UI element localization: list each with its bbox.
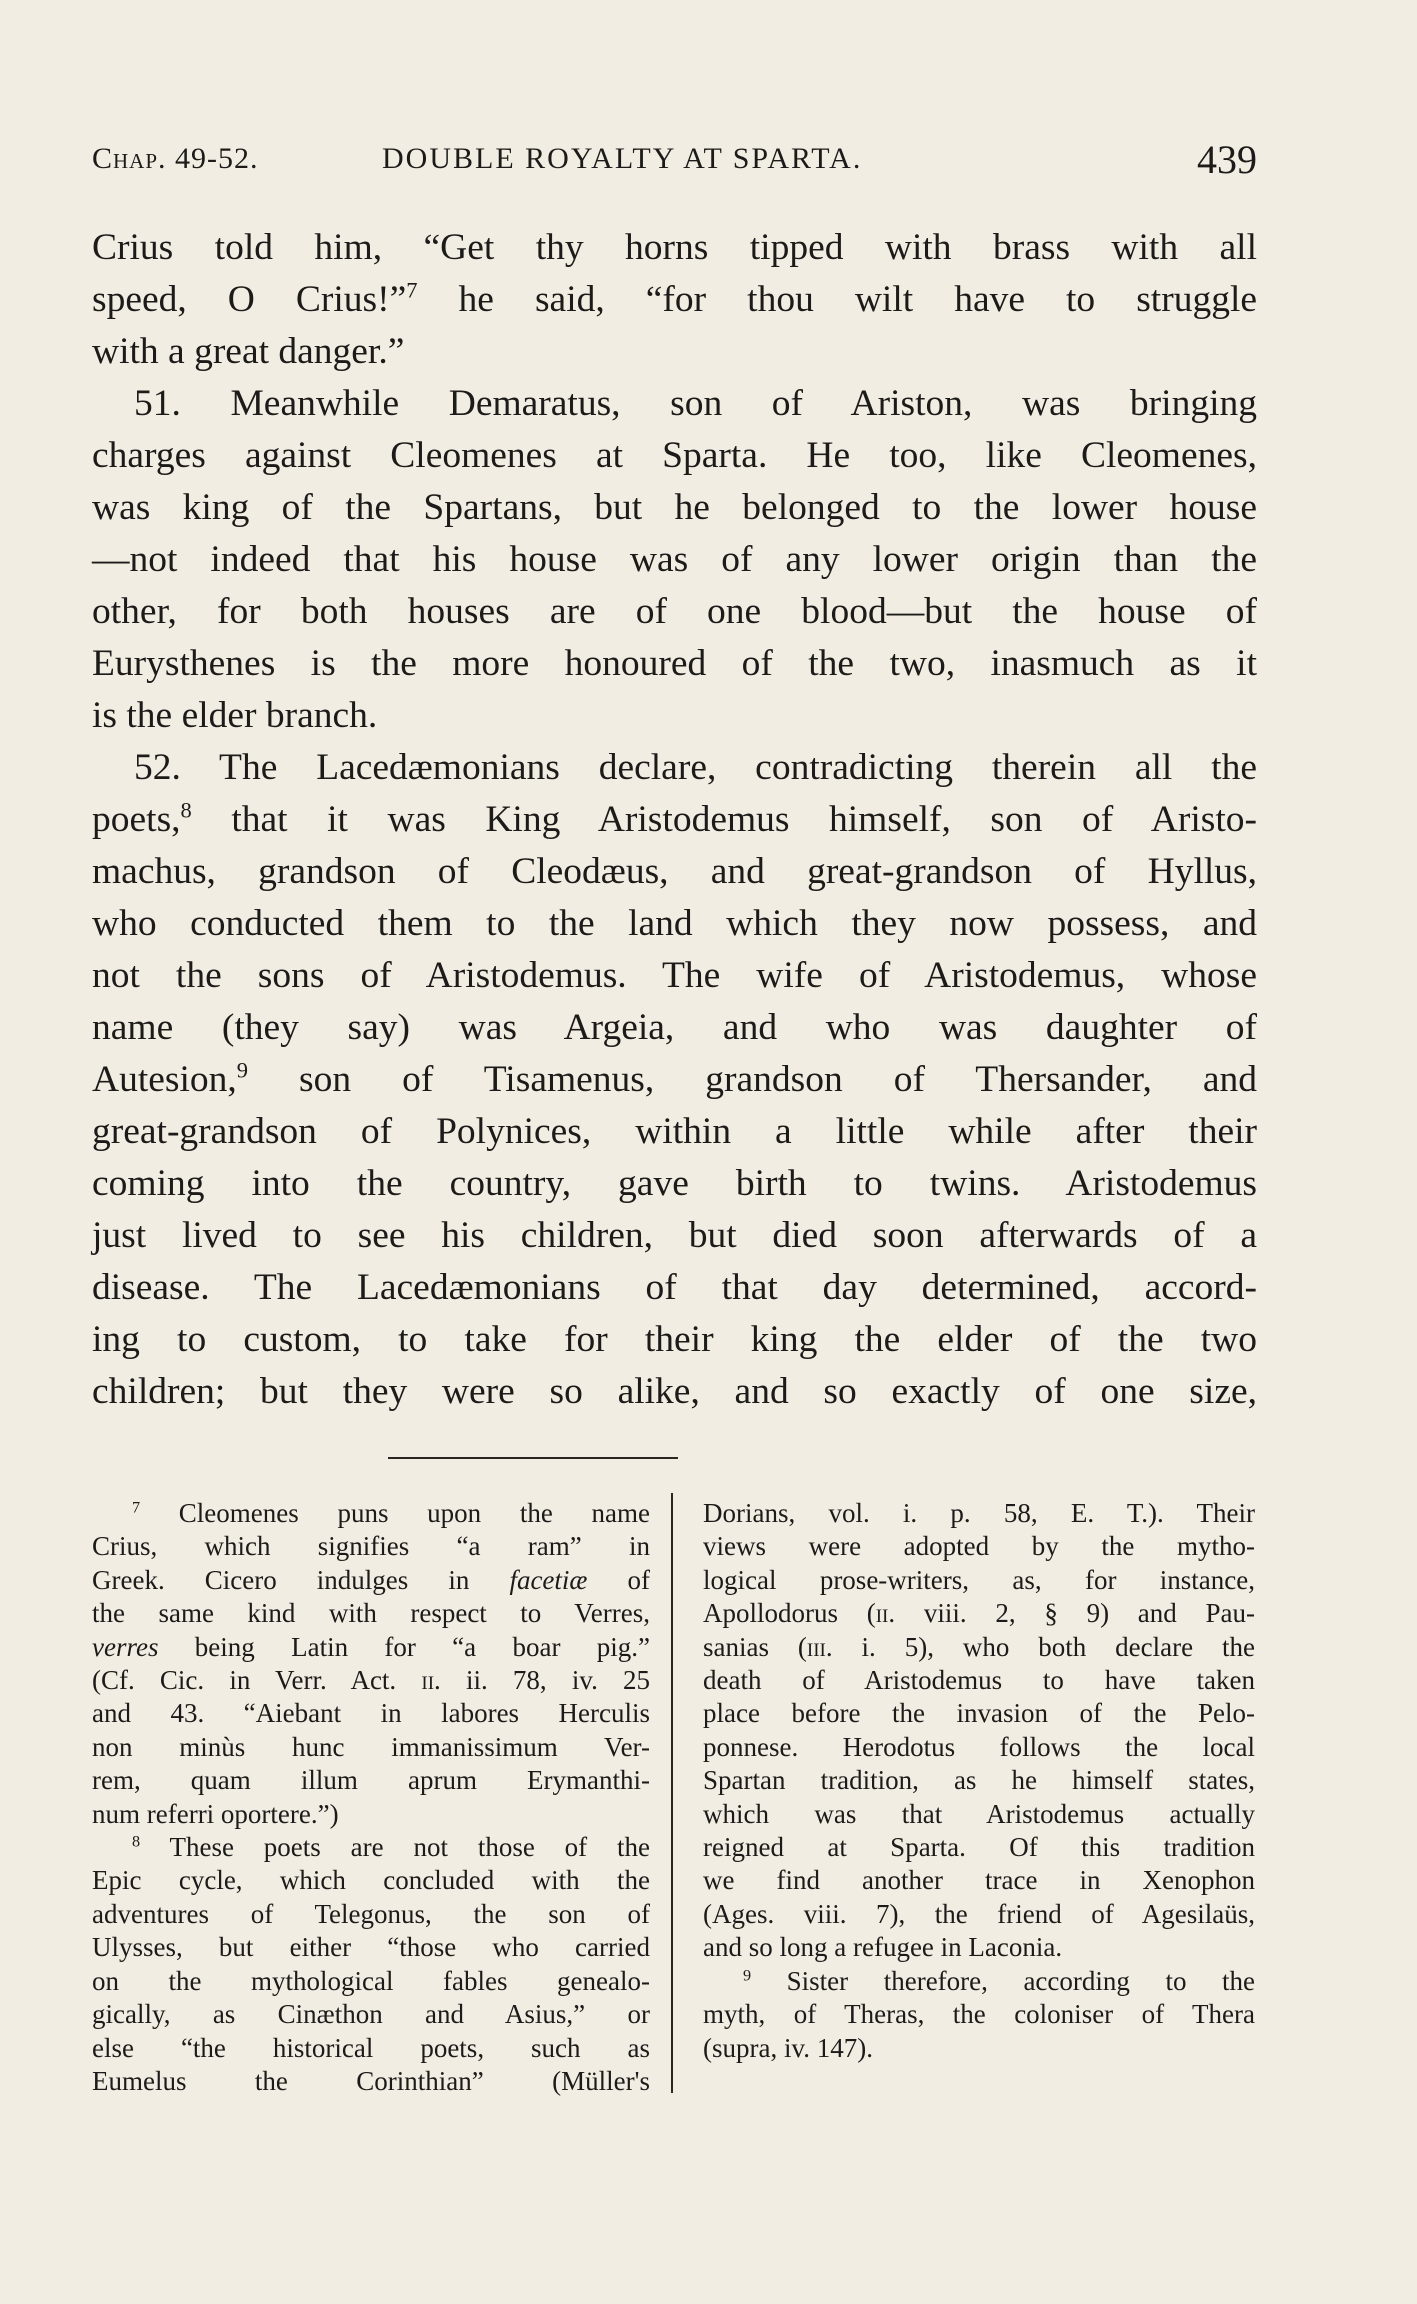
footnote-line: the same kind with respect to Verres, [92, 1598, 650, 1629]
footnote-line: (Ages. viii. 7), the friend of Agesilaüs, [703, 1898, 1255, 1929]
running-head [92, 136, 1257, 192]
footnotes-right-column [703, 1497, 1255, 2065]
footnote-8: $^8$ These poets are not those of the [132, 1832, 650, 1863]
text-line: speed, O Crius!”$^7$ he said, “for thou wilt have to struggle [92, 277, 1258, 320]
text-line: charges against Cleomenes at Sparta. He too, like Cleomenes, [92, 435, 1257, 476]
paragraph-51-line: 51. Meanwhile Demaratus, son of Ariston, was bringing [134, 383, 1257, 424]
footnote-7: $^7$ Cleomenes puns upon the name [132, 1498, 650, 1528]
footnote-line: Spartan tradition, as he himself states, [703, 1765, 1255, 1796]
chapter-reference: Chap. 49-52. [92, 142, 259, 175]
main-text [92, 222, 1257, 1418]
footnote-line: (Cf. Cic. in Verr. Act. ii. ii. 78, iv. 25 [92, 1665, 650, 1696]
footnote-line: non minùs hunc immanissimum Ver- [92, 1731, 650, 1762]
text-line: poets,$^8$ that it was King Aristodemus himself, son of Aristo- [92, 797, 1257, 840]
footnote-line: sanias (iii. i. 5), who both declare the [703, 1631, 1255, 1662]
paragraph-52-line: 52. The Lacedæmonians declare, contradicting therein all the [134, 747, 1257, 788]
footnote-line: num referri oportere.”) [92, 1798, 339, 1829]
text-line: ing to custom, to take for their king the elder of the two [92, 1319, 1257, 1360]
footnote-line: on the mythological fables genealo- [92, 1965, 650, 1996]
text-line: Crius told him, “Get thy horns tipped with brass with all [92, 227, 1257, 268]
footnote-ref-7: 7 [406, 277, 418, 303]
text-line: machus, grandson of Cleodæus, and great-grandson of Hyllus, [92, 851, 1257, 892]
text-line: coming into the country, gave birth to twins. Aristodemus [92, 1163, 1257, 1204]
footnote-line: Ulysses, but either “those who carried [92, 1932, 650, 1963]
footnote-line: logical prose-writers, as, for instance, [703, 1564, 1255, 1595]
footnote-separator-rule [388, 1457, 678, 1459]
footnote-line: Dorians, vol. i. p. 58, E. T.). Their [703, 1498, 1255, 1528]
footnote-line: Greek. Cicero indulges in facetiæ of [92, 1564, 650, 1595]
footnote-line: else “the historical poets, such as [92, 2032, 650, 2063]
page-number: 439 [1197, 137, 1257, 182]
text-line: is the elder branch. [92, 695, 378, 736]
text-line: just lived to see his children, but died soon afterwards of a [92, 1215, 1257, 1256]
footnote-line: and 43. “Aiebant in labores Herculis [92, 1698, 650, 1729]
text-line: with a great danger.” [92, 331, 405, 372]
text-line: Autesion,$^9$ son of Tisamenus, grandson of Thersander, and [92, 1057, 1257, 1100]
footnote-9: $^9$ Sister therefore, according to the [743, 1965, 1255, 1996]
text-line: name (they say) was Argeia, and who was daughter of [92, 1007, 1257, 1048]
footnote-line: adventures of Telegonus, the son of [92, 1898, 650, 1929]
footnote-line: reigned at Sparta. Of this tradition [703, 1832, 1255, 1863]
footnote-line: myth, of Theras, the coloniser of Thera [703, 1999, 1255, 2030]
footnote-line: (supra, iv. 147). [703, 2032, 873, 2063]
footnote-column-divider [671, 1493, 673, 2093]
footnote-ref-8: 8 [180, 797, 192, 823]
text-line: other, for both houses are of one blood—but the house of [92, 591, 1257, 632]
footnote-line: which was that Aristodemus actually [703, 1798, 1255, 1829]
text-line: disease. The Lacedæmonians of that day determined, accord- [92, 1267, 1257, 1308]
footnote-line: Crius, which signifies “a ram” in [92, 1531, 650, 1562]
footnote-line: and so long a refugee in Laconia. [703, 1932, 1063, 1963]
footnote-line: Apollodorus (ii. viii. 2, § 9) and Pau- [703, 1598, 1255, 1629]
footnote-line: death of Aristodemus to have taken [703, 1665, 1255, 1696]
footnote-ref-9: 9 [236, 1057, 249, 1083]
text-line: great-grandson of Polynices, within a little while after their [92, 1111, 1257, 1152]
text-line: —not indeed that his house was of any lower origin than the [92, 539, 1257, 580]
text-line: who conducted them to the land which they now possess, and [92, 903, 1257, 944]
footnote-line: place before the invasion of the Pelo- [703, 1698, 1255, 1729]
footnote-line: we find another trace in Xenophon [703, 1865, 1255, 1896]
text-line: Eurysthenes is the more honoured of the two, inasmuch as it [92, 643, 1257, 684]
footnote-line: verres being Latin for “a boar pig.” [92, 1631, 650, 1662]
running-title: DOUBLE ROYALTY AT SPARTA. [382, 142, 863, 175]
footnote-line: ponnese. Herodotus follows the local [703, 1731, 1255, 1762]
footnote-line: views were adopted by the mytho- [703, 1531, 1255, 1562]
footnote-line: gically, as Cinæthon and Asius,” or [92, 1999, 650, 2030]
text-line: was king of the Spartans, but he belonged to the lower house [92, 487, 1257, 528]
text-line: not the sons of Aristodemus. The wife of Aristodemus, whose [92, 955, 1257, 996]
footnotes-left-column [92, 1497, 650, 2098]
footnote-line: Eumelus the Corinthian” (Müller's [92, 2065, 650, 2096]
footnote-line: Epic cycle, which concluded with the [92, 1865, 650, 1896]
footnote-line: rem, quam illum aprum Erymanthi- [92, 1765, 650, 1796]
text-line: children; but they were so alike, and so exactly of one size, [92, 1371, 1257, 1412]
